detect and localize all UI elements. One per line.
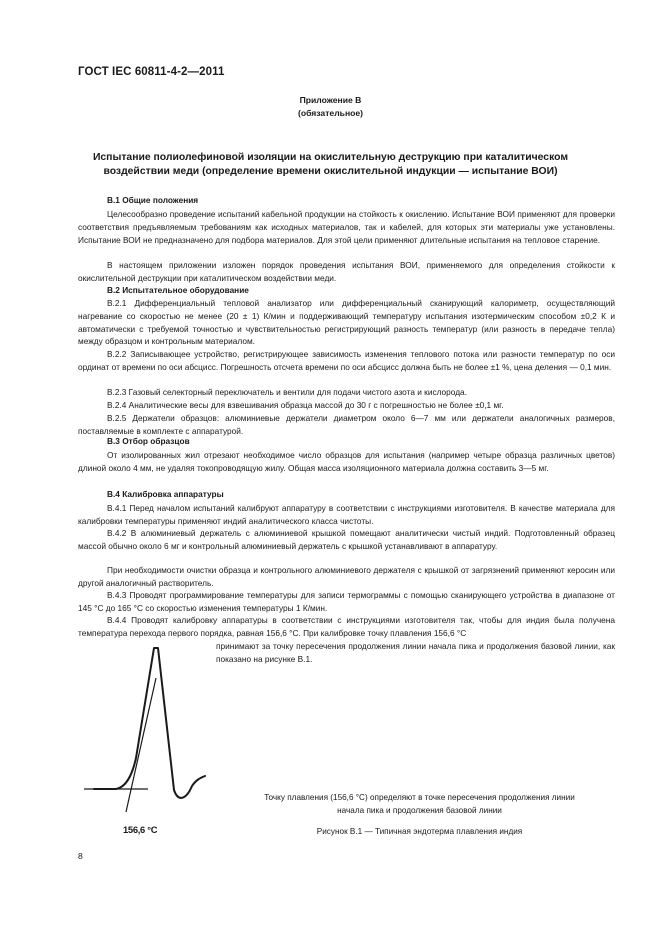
appendix-title — [60, 151, 601, 179]
paragraph: В.2.2 Записывающее устройство, регистрирующее зависимость изменения теплового потока или разности температур по оси ординат от времени по оси абсцисс. Погрешность отсчета времени по оси абсцисс должна быть не более ±1 %, цена деления — 0,1 мин. — [78, 349, 615, 372]
figure-note — [212, 792, 627, 818]
paragraph: В.4.3 Проводят программирование температуры для записи термограммы с помощью сканирующего устройства в диапазоне от 145 °С до 165 °С со скоростью изменения температуры 1 К/мин. — [78, 590, 615, 613]
section-heading-b3: В.3 Отбор образцов — [107, 436, 190, 446]
annex-status: (обязательное) — [297, 108, 364, 118]
paragraph: В.2.3 Газовый селекторный переключатель и вентили для подачи чистого азота и кислорода. — [107, 387, 467, 397]
appendix-title-line-2: воздействии меди (определение времени окислительной индукции — испытание ВОИ) — [103, 166, 558, 177]
endotherm-curve — [94, 648, 205, 798]
appendix-title-line-1: Испытание полиолефиновой изоляции на окислительную деструкцию при каталитическом — [92, 152, 569, 163]
figure-note-line-1: Точку плавления (156,6 °С) определяют в точке пересечения продолжения линии — [264, 793, 575, 802]
onset-tangent-line — [126, 678, 156, 812]
melting-temperature-label: 156,6 °С — [123, 824, 158, 835]
paragraph: В настоящем приложении изложен порядок проведения испытания ВОИ, применяемого для определения стойкости к окислительной деструкции при каталитическом воздействии меди. — [78, 260, 615, 283]
paragraph-beside-figure: принимают за точку пересечения продолжения линии начала пика и продолжения базовой линии, как показано на рисунке В.1. — [216, 641, 615, 664]
figure-note-line-2: начала пика и продолжения базовой линии — [337, 805, 502, 815]
paragraph: От изолированных жил отрезают необходимое число образцов для испытания (например четыре образца различных цветов) длиной около 4 мм, не удаляя токопроводящую жилу. Общая масса изоляционного материала должна составить 3—5 мг. — [78, 450, 615, 473]
paragraph: В.4.1 Перед началом испытаний калибруют аппаратуру в соответствии с инструкциями изготовителя. В качестве материала для калибровки температуры применяют индий аналитического класса чистоты. — [78, 503, 615, 526]
figure-caption: Рисунок В.1 — Типичная эндотерма плавления индия — [316, 827, 523, 836]
paragraph: В.4.4 Проводят калибровку аппаратуры в соответствии с инструкциями изготовителя так, чтобы для индия была получена температура перехода первого порядка, равная 156,6 °С. При калибровке точку плавления 156,6 °С — [78, 615, 615, 638]
paragraph: Целесообразно проведение испытаний кабельной продукции на стойкость к окислению. Испытание ВОИ применяют для проверки соответствия предъявляемым требованиям как исходных материалов, так и кабелей, для которых эти материалы уже установлены. Испытание ВОИ не предназначено для подбора материалов. Для этой цели применяют длительные испытания на тепловое старение. — [78, 209, 615, 245]
document-header: ГОСТ IEC 60811-4-2—2011 — [78, 66, 225, 78]
paragraph: В.2.5 Держатели образцов: алюминиевые держатели диаметром около 6—7 мм или держатели аналогичных размеров, поставляемые в комплекте с аппаратурой. — [78, 413, 615, 436]
paragraph: При необходимости очистки образца и контрольного алюминиевого держателя с крышкой от загрязнений применяют керосин или другой аналогичный растворитель. — [78, 565, 615, 588]
paragraph: В.2.4 Аналитические весы для взвешивания образца массой до 30 г с погрешностью не более ±0,1 мг. — [107, 400, 504, 410]
paragraph: В.2.1 Дифференциальный тепловой анализатор или дифференциальный сканирующий калориметр, осуществляющий нагревание со скоростью не менее (20 ± 1) К/мин и поддерживающий температуру испытания изотермическим способом ±0,2 К и автоматически с требуемой точностью и чувствительностью регистрирующий разность температур (или разность в передаче тепла) между образцом и контрольным материалом. — [78, 298, 615, 347]
section-heading-b2: В.2 Испытательное оборудование — [107, 285, 249, 295]
annex-title: Приложение В — [299, 95, 362, 105]
page-number: 8 — [78, 851, 83, 861]
indium-endotherm-figure — [78, 640, 228, 830]
paragraph: В.4.2 В алюминиевый держатель с алюминиевой крышкой помещают аналитически чистый индий. Подготовленный образец массой обычно около 6 мг и контрольный алюминиевый держатель с крышкой устанавливают в аппаратуру. — [78, 528, 615, 551]
section-heading-b4: В.4 Калибровка аппаратуры — [107, 489, 224, 499]
section-heading-b1: В.1 Общие положения — [107, 195, 199, 205]
